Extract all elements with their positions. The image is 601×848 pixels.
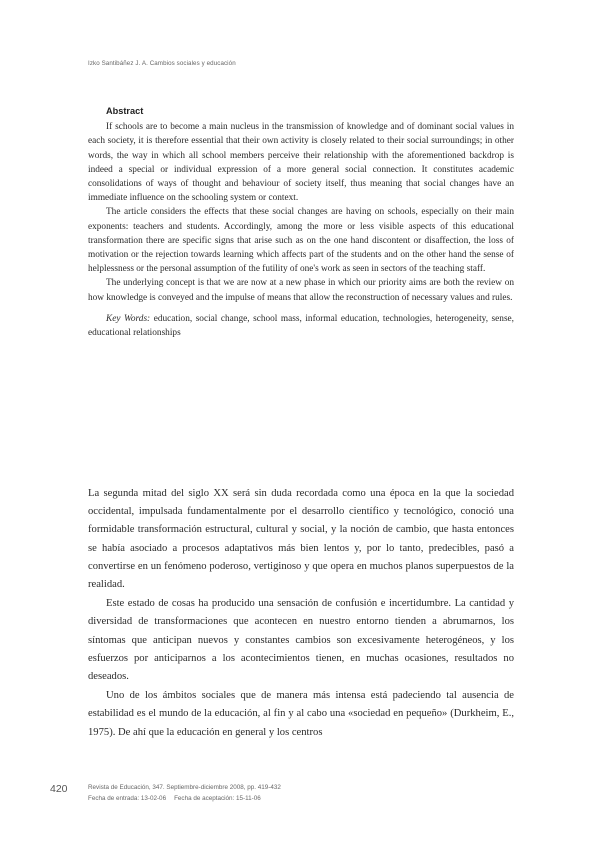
keywords-text: education, social change, school mass, informal education, technologies, heterogeneity, sense, educational relationships (88, 313, 515, 339)
footer-dates (88, 793, 281, 804)
keywords-label: Key Words: (106, 313, 151, 324)
page-number: 420 (50, 783, 68, 795)
running-header: Izko Santibáñez J. A. Cambios sociales y educación (88, 60, 236, 67)
body-paragraph-3: Uno de los ámbitos sociales que de manera más intensa está padeciendo tal ausencia de estabilidad es el mundo de la educación, al fin y al cabo una «sociedad en pequeño» (Durkheim, E., 1975). De ahí que la educación en general y los centros (88, 690, 514, 738)
abstract-paragraph-1: If schools are to become a main nucleus in the transmission of knowledge and of dominant social values in each society, it is therefore essential that their own activity is closely related to their social surroundings; in other words, the way in which all school members perceive their relationship with the aforementioned backdrop is indeed a special or individual expression of a more general social connection. It constitutes academic consolidations of ways of thought and behaviour of society itself, thus meaning that social changes have an immediate influence on the schooling system or context. (88, 122, 514, 204)
body-paragraph-1: La segunda mitad del siglo XX será sin duda recordada como una época en la que la sociedad occidental, impulsada fundamentalmente por el desarrollo científico y tecnológico, conoció una formidable transformación estructural, cultural y social, y la noción de cambio, que hasta entonces se había asociado a procesos adaptativos más bien lentos y, por lo tanto, predecibles, pasó a convertirse en un fenómeno poderoso, vertiginoso y que opera en muchos planos superpuestos de la realidad. (88, 488, 514, 591)
abstract-section (88, 104, 514, 340)
footer (88, 782, 281, 804)
body-text (88, 485, 514, 742)
footer-journal: Revista de Educación, 347. Septiembre-diciembre 2008, pp. 419-432 (88, 784, 281, 791)
keywords-line (88, 312, 514, 340)
abstract-paragraph-3: The underlying concept is that we are now at a new phase in which our priority aims are both the review on how knowledge is conveyed and the impulse of means that allow the reconstruction of necessary values and rules. (88, 278, 514, 303)
footer-accepted: Fecha de aceptación: 15-11-06 (174, 795, 261, 802)
body-paragraph-2: Este estado de cosas ha producido una sensación de confusión e incertidumbre. La cantidad y diversidad de transformaciones que acontecen en nuestro entorno tienden a abrumarnos, los síntomas que anticipan nuevos y constantes cambios son excesivamente heterogéneos, y los esfuerzos por anticiparnos a los acontecimientos tienen, en muchas ocasiones, resultados no deseados. (88, 598, 514, 683)
abstract-paragraph-2: The article considers the effects that these social changes are having on schools, especially on their main exponents: teachers and students. Accordingly, among the more or less visible aspects of this educational transformation there are specific signs that arise such as on the one hand discontent or disaffection, the loss of motivation or the rejection towards learning which affects part of the students and on the other hand the sense of helplessness or the personal assumption of the futility of one's work as seen in sectors of the teaching staff. (88, 207, 514, 275)
footer-received: Fecha de entrada: 13-02-06 (88, 795, 167, 802)
abstract-heading: Abstract (106, 106, 144, 116)
